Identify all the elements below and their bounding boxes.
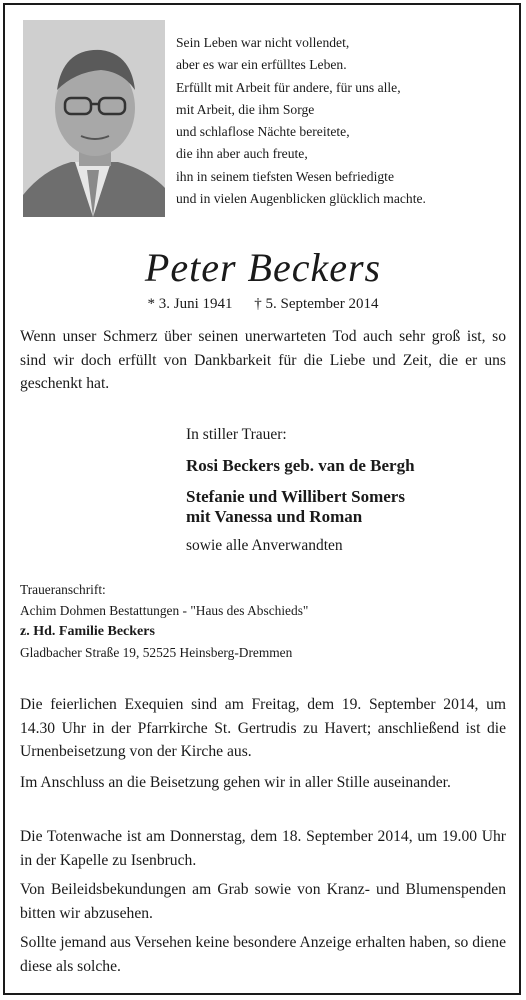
deceased-name: Peter Beckers xyxy=(144,245,382,290)
poem xyxy=(176,32,516,210)
poem-line: mit Arbeit, die ihm Sorge xyxy=(176,101,315,117)
announcement-notice: Sollte jemand aus Versehen keine besondere Anzeige erhalten haben, so diene diese als solche. xyxy=(20,934,506,975)
poem-line: ihn in seinem tiefsten Wesen befriedigte xyxy=(176,168,394,184)
portrait-photo xyxy=(23,20,165,217)
exequien-notice: Die feierlichen Exequien sind am Freitag, dem 19. September 2014, um 14.30 Uhr in der Pfarrkirche St. Gertrudis zu Havert; anschließend ist die Urnenbeisetzung von der Kirche aus. xyxy=(20,696,506,761)
address-line: z. Hd. Familie Beckers xyxy=(20,624,155,639)
address-line: Achim Dohmen Bestattungen - "Haus des Abschieds" xyxy=(20,603,309,618)
poem-line: Erfüllt mit Arbeit für andere, für uns alle, xyxy=(176,79,401,95)
poem-line: die ihn aber auch freute, xyxy=(176,146,308,162)
mourner-name: Stefanie und Willibert Somers xyxy=(186,487,405,506)
poem-line: und schlaflose Nächte bereitete, xyxy=(176,124,350,140)
mourner-name: mit Vanessa und Roman xyxy=(186,507,363,526)
poem-line: aber es war ein erfülltes Leben. xyxy=(176,57,347,73)
mourner-name-group xyxy=(186,487,506,527)
address-line: Gladbacher Straße 19, 52525 Heinsberg-Dremmen xyxy=(20,645,293,660)
poem-line: Sein Leben war nicht vollendet, xyxy=(176,35,350,50)
mourners-rest: sowie alle Anverwandten xyxy=(186,537,343,554)
life-dates xyxy=(0,296,526,313)
intro-text: Wenn unser Schmerz über seinen unerwarteten Tod auch sehr groß ist, so sind wir doch erfüllt von Dankbarkeit für die Liebe und Zeit, die er uns geschenkt hat. xyxy=(20,328,506,393)
condolence-notice: Von Beileidsbekundungen am Grab sowie von Kranz- und Blumenspenden bitten wir abzusehen. xyxy=(20,881,506,922)
death-date: † 5. September 2014 xyxy=(254,296,379,312)
burial-notice: Im Anschluss an die Beisetzung gehen wir in aller Stille auseinander. xyxy=(20,774,451,791)
address-label: Traueranschrift: xyxy=(20,582,106,597)
mourners-intro: In stiller Trauer: xyxy=(186,426,287,443)
poem-line: und in vielen Augenblicken glücklich machte. xyxy=(176,191,426,207)
mourner-name: Rosi Beckers geb. van de Bergh xyxy=(186,456,415,475)
birth-date: * 3. Juni 1941 xyxy=(147,296,233,312)
wake-notice: Die Totenwache ist am Donnerstag, dem 18. September 2014, um 19.00 Uhr in der Kapelle zu Isenbruch. xyxy=(20,828,506,869)
address-block xyxy=(20,579,500,663)
